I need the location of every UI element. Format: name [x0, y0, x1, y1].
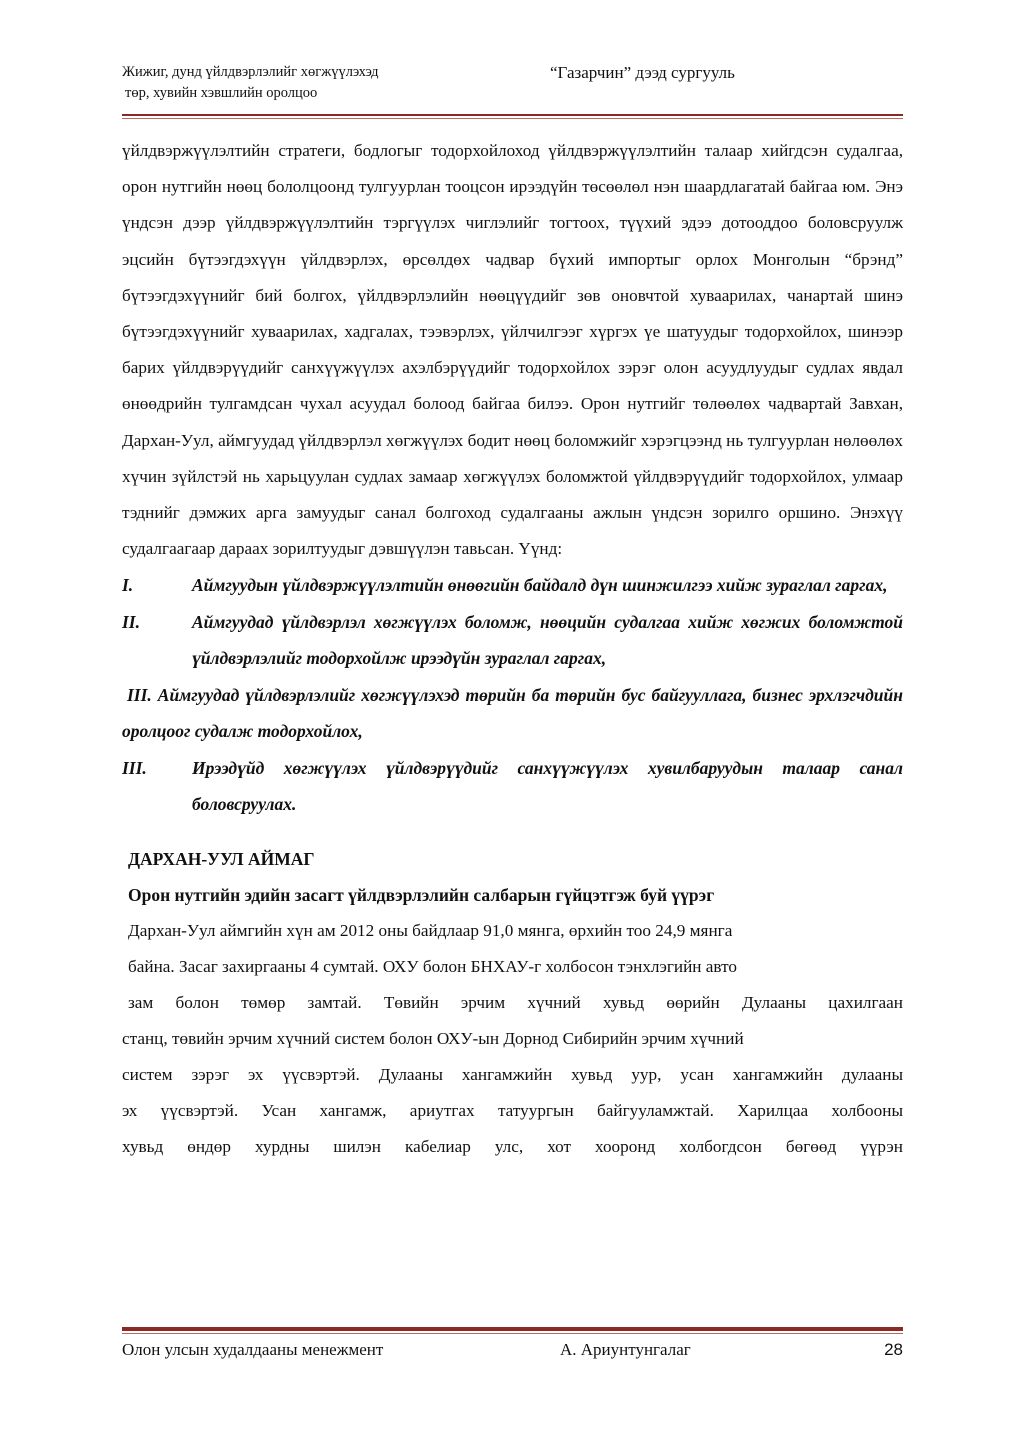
objective-text: Аймгуудад үйлдвэрлэлийг хөгжүүлэхэд төрийн ба төрийн бус байгууллага, бизнес эрхлэгчдийн оролцоог судалж тодорхойлох,	[122, 684, 903, 742]
header-institution: “Газарчин” дээд сургууль	[550, 63, 735, 82]
objective-item	[122, 677, 903, 750]
page-number: 28	[884, 1340, 903, 1359]
footer-program: Олон улсын худалдааны менежмент	[122, 1340, 384, 1359]
header-title-line-2: төр, хувийн хэвшлийн оролцоо	[125, 85, 318, 101]
header-thesis-title	[122, 62, 379, 104]
objective-text: Аймгуудын үйлдвэржүүлэлтийн өнөөгийн байдалд дүн шинжилгээ хийж зураглал гаргах,	[192, 575, 888, 596]
section-paragraph	[122, 913, 903, 1165]
paragraph-line: байна. Засаг захиргааны 4 сумтай. ОХУ болон БНХАУ-г холбосон тэнхлэгийн авто	[128, 956, 737, 976]
section-heading: ДАРХАН-УУЛ АЙМАГ	[128, 848, 315, 869]
paragraph-line: хувьд өндөр хурдны шилэн кабелиар улс, хот хооронд холбогдсон бөгөөд үүрэн	[122, 1136, 903, 1156]
paragraph-line: эх үүсвэртэй. Усан хангамж, ариутгах татуургын байгууламжтай. Харилцаа холбооны	[122, 1100, 903, 1120]
objective-item	[122, 750, 903, 823]
page-body	[122, 133, 903, 1165]
header-rule-thin	[122, 118, 903, 119]
section-subheading: Орон нутгийн эдийн засагт үйлдвэрлэлийн салбарын гүйцэтгэж буй үүрэг	[128, 884, 715, 905]
paragraph-line: Дархан-Уул аймгийн хүн ам 2012 оны байдлаар 91,0 мянга, өрхийн тоо 24,9 мянга	[128, 920, 733, 940]
objective-number: I.	[122, 575, 134, 596]
header-title-line-1: Жижиг, дунд үйлдвэрлэлийг хөгжүүлэхэд	[122, 64, 379, 80]
darkhan-uul-section	[122, 841, 903, 1165]
footer-rule-thin	[122, 1333, 903, 1334]
objective-item	[122, 604, 903, 677]
paragraph-line: станц, төвийн эрчим хүчний систем болон ОХУ-ын Дорнод Сибирийн эрчим хүчний	[122, 1028, 744, 1048]
objectives-list	[122, 567, 903, 823]
page-footer	[122, 1340, 903, 1364]
paragraph-line: зам болон төмөр замтай. Төвийн эрчим хүчний хувьд өөрийн Дулааны цахилгаан	[128, 992, 903, 1012]
intro-paragraph: үйлдвэржүүлэлтийн стратеги, бодлогыг тодорхойлоход үйлдвэржүүлэлтийн талаар хийгдсэн судалгаа, орон нутгийн нөөц бололцоонд тулгуурлан тооцсон ирээдүйн төсөөлөл нэн шаардлагатай байгаа юм. Энэ үндсэн дээр үйлдвэржүүлэлтийн тэргүүлэх чиглэлийг тогтоох, түүхий эдээ дотооддоо боловсруулж эцсийн бүтээгдэхүүн үйлдвэрлэх, өрсөлдөх чадвар бүхий импортыг орлох Монголын “брэнд” бүтээгдэхүүнийг бий болгох, үйлдвэрлэлийн нөөцүүдийг зөв оновчтой хуваарилах, чанартай шинэ бүтээгдэхүүнийг хуваарилах, хадгалах, тээвэрлэх, үйлчилгээг хүргэх үе шатуудыг тодорхойлох, шинээр барих үйлдвэрүүдийг санхүүжүүлэх ахэлбэрүүдийг тодорхойлох зэрэг олон асуудлуудыг судлах явдал өнөөдрийн тулгамдсан чухал асуудал болоод байгаа билээ. Орон нутгийг төлөөлөх чадвартай Завхан, Дархан-Уул, аймгуудад үйлдвэрлэл хөгжүүлэх бодит нөөц боломжийг хэрэгцээнд нь тулгуурлан нөлөөлөх хүчин зүйлстэй нь харьцуулан судлах замаар хөгжүүлэх боломжтой үйлдвэрүүдийг тодорхойлох, улмаар тэднийг дэмжих арга замуудыг санал болгоход судалгааны ажлын үндсэн зорилго оршино. Энэхүү судалгаагаар дараах зорилтуудыг дэвшүүлэн тавьсан. Үүнд:	[122, 141, 903, 559]
paragraph-line: систем зэрэг эх үүсвэртэй. Дулааны хангамжийн хувьд уур, усан хангамжийн дулааны	[122, 1064, 903, 1084]
objective-number: III.	[122, 757, 147, 778]
footer-author: А. Ариунтунгалаг	[560, 1340, 691, 1359]
objective-item	[122, 567, 903, 604]
page-header	[122, 62, 902, 114]
footer-rule	[122, 1327, 903, 1331]
objective-text: Аймгуудад үйлдвэрлэл хөгжүүлэх боломж, нөөцийн судалгаа хийж хөгжих боломжтой үйлдвэрлэлийг тодорхойлж ирээдүйн зураглал гаргах,	[192, 611, 903, 669]
objective-number: III.	[127, 684, 152, 705]
objective-text: Ирээдүйд хөгжүүлэх үйлдвэрүүдийг санхүүжүүлэх хувилбаруудын талаар санал боловсруулах.	[192, 757, 903, 815]
objective-number: II.	[122, 611, 140, 632]
header-rule	[122, 114, 903, 116]
